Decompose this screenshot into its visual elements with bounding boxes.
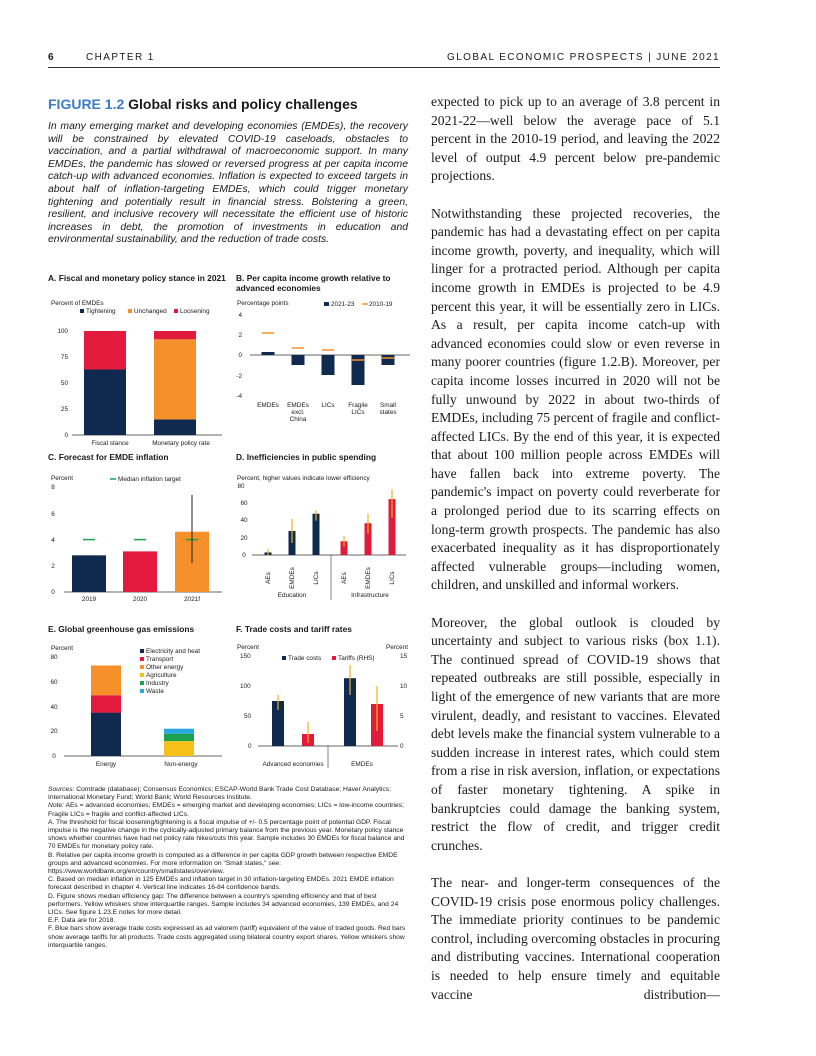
legend-e-swatch-4 bbox=[140, 681, 144, 685]
tick-c-2: 2 bbox=[51, 563, 55, 570]
chart-c-ylabel: Percent bbox=[51, 475, 74, 482]
tick-e-40: 40 bbox=[50, 704, 58, 711]
cat-d-0: AEs bbox=[265, 572, 272, 584]
legend-e-0: Electricity and heat bbox=[146, 648, 200, 655]
tick-d-40: 40 bbox=[240, 517, 248, 524]
paragraph-3: Moreover, the global outlook is clouded by uncertainty and subject to various risks (box 1.1). The continued spread of COVID-19 shows that repeated outbreaks are still possible, especially in light of the emergence of new variants that are more virulent, deadly, and resistant to vaccines. Elevated debt levels make the financial system vulnerable to a sudden increase in interest rates, which could stem from a rise in risk aversion, inflation, or expectations of faster monetary tightening. A spike in bankruptcies could damage the banking system, restrict the flow of credit, and trigger credit crunches. bbox=[431, 614, 720, 853]
tick-e-0: 0 bbox=[52, 753, 56, 760]
bar-c-1 bbox=[123, 551, 157, 592]
bar-e-1-4 bbox=[164, 734, 194, 741]
panel-f-title: F. Trade costs and tariff rates bbox=[236, 624, 352, 634]
figure-intro: In many emerging market and developing economies (EMDEs), the recovery will be constrained by elevated COVID-19 caseloads, obstacles to vaccination, and a partial withdrawal of macroeconomic support. In many EMDEs, the pandemic has slowed or reversed progress at per capita income catch-up with advanced economies. Inflation is expected to exceed targets in about half of inflation-targeting EMDEs, which could trigger monetary tightening and potentially result in financial stress. Bolstering a green, resilient, and inclusive recovery will necessitate the efficient use of historic increases in debt, the promotion of investments in education and environmental sustainability, and the reduction of trade costs. bbox=[48, 121, 408, 246]
figure-label: FIGURE 1.2 bbox=[48, 96, 125, 112]
legend-c-target: Median inflation target bbox=[118, 476, 181, 483]
legend-e-swatch-0 bbox=[140, 649, 144, 653]
running-header bbox=[48, 50, 720, 68]
tick-d-20: 20 bbox=[240, 535, 248, 542]
chart-a bbox=[48, 300, 226, 460]
cat-b-emdes-excl-3: China bbox=[289, 416, 307, 423]
cat-b-small-1: Small bbox=[380, 402, 396, 409]
group-f-emdes: EMDEs bbox=[351, 761, 373, 768]
legend-b-2010: 2010-19 bbox=[369, 301, 393, 308]
legend-a-loosening: Loosening bbox=[180, 308, 210, 315]
paragraph-1: expected to pick up to an average of 3.8 percent in 2021-22—well below the average pace of 5.1 percent in the 2010-19 period, and leaving the 2022 level of output 4.9 percent below pre-pandemic projections. bbox=[431, 94, 720, 184]
bar-a-0-2 bbox=[84, 331, 126, 369]
cat-b-lics: LICs bbox=[321, 402, 335, 409]
bar-e-1-3 bbox=[164, 741, 194, 756]
legend-a-loosening-swatch bbox=[174, 309, 178, 313]
tick-c-6: 6 bbox=[51, 511, 55, 518]
figure-title bbox=[48, 96, 408, 112]
paragraph-4: The near- and longer-term consequences of the COVID-19 crisis pose enormous policy challenges. The immediate priority continues to be pandemic control, including overcoming obstacles in procuring and distributing vaccines. International cooperation is needed to help ensure timely and equitable vaccine distribution— bbox=[431, 874, 720, 1002]
group-d-infrastructure: Infrastructure bbox=[351, 592, 389, 599]
legend-e-5: Waste bbox=[146, 688, 164, 695]
bar-a-1-2 bbox=[154, 331, 196, 339]
bar-b-1 bbox=[292, 355, 305, 365]
tick-f-150: 150 bbox=[240, 653, 251, 660]
panel-c-title: C. Forecast for EMDE inflation bbox=[48, 452, 169, 462]
panel-e bbox=[48, 624, 226, 768]
legend-a-tightening: Tightening bbox=[86, 308, 116, 315]
figure-block bbox=[48, 96, 408, 247]
bar-b-0 bbox=[262, 352, 275, 355]
cat-b-fragile-1: Fragile bbox=[348, 402, 368, 409]
legend-a-unchanged: Unchanged bbox=[134, 308, 167, 315]
note-ef: E.F. Data are for 2018. bbox=[48, 917, 116, 925]
tick-e-60: 60 bbox=[50, 679, 58, 686]
abbrev-note: Note: AEs = advanced economies; EMDEs = emerging market and developing economies; LICs = low-income countries; Fragile LICs = fragile and conflict-affected LICs. bbox=[48, 802, 404, 818]
tick-d-0: 0 bbox=[242, 552, 246, 559]
legend-a-unchanged-swatch bbox=[128, 309, 132, 313]
cat-a-monetary: Monetary policy rate bbox=[152, 440, 210, 447]
cat-c-2021f: 2021f bbox=[184, 596, 200, 603]
note-b: B. Relative per capita income growth is computed as a difference in per capita GDP growth between respective EMDE groups and advanced economies. For more information on "Small states," see: https://www.worldbank.org/en/country/smallstates/overview. bbox=[48, 851, 398, 876]
tick-e-80: 80 bbox=[50, 654, 58, 661]
tick-f-50: 50 bbox=[244, 713, 252, 720]
tick-f-r10: 10 bbox=[400, 683, 408, 690]
tick-b-0: 0 bbox=[238, 352, 242, 359]
chapter-label: CHAPTER 1 bbox=[86, 52, 155, 63]
cat-d-1: EMDEs bbox=[289, 567, 296, 589]
panel-a-title: A. Fiscal and monetary policy stance in 2021 bbox=[48, 273, 226, 283]
tick-a-25: 25 bbox=[60, 406, 68, 413]
paragraph-2: Notwithstanding these projected recoveries, the pandemic has had a devastating effect on per capita income growth, poverty, and inequality, which will linger for a protracted period. Although per capita income growth in EMDEs is projected to be 4.9 percent this year, it will be essentially zero in LICs. As a result, per capita income catch-up with advanced economies could slow or even reverse in many poorer countries (figure 1.2.B). Moreover, per capita income losses incurred in 2020 will not be fully unwound by 2022 in about two-thirds of EMDEs, including 75 percent of fragile and conflict-affected LICs. By the end of this year, it is expected that about 100 million people across EMDEs will have fallen back into extreme poverty. The pandemic's impact on poverty could reverberate for a prolonged period due to its scarring effects on long-term growth prospects. The pandemic has also exacerbated inequality as it has disproportionately affected vulnerable groups—including women, children, and unskilled and informal workers. bbox=[431, 205, 720, 593]
cat-d-3: AEs bbox=[341, 572, 348, 584]
tick-a-75: 75 bbox=[60, 354, 68, 361]
cat-c-2020: 2020 bbox=[132, 596, 148, 603]
legend-b-2021: 2021-23 bbox=[331, 301, 355, 308]
tick-c-4: 4 bbox=[51, 537, 55, 544]
figure-title-text: Global risks and policy challenges bbox=[128, 96, 358, 112]
bar-e-0-0 bbox=[91, 713, 121, 756]
tick-a-100: 100 bbox=[57, 328, 68, 335]
legend-f-trade-swatch bbox=[282, 656, 286, 660]
panel-f bbox=[236, 624, 414, 768]
cat-c-2019: 2019 bbox=[81, 596, 97, 603]
chart-f bbox=[236, 644, 414, 804]
tick-c-8: 8 bbox=[51, 484, 55, 491]
cat-b-small-2: states bbox=[379, 409, 397, 416]
publication-title: GLOBAL ECONOMIC PROSPECTS | JUNE 2021 bbox=[447, 52, 720, 63]
bar-e-0-1 bbox=[91, 695, 121, 712]
tick-f-r5: 5 bbox=[400, 713, 404, 720]
cat-d-5: LICs bbox=[389, 571, 396, 585]
panel-d-title: D. Inefficiencies in public spending bbox=[236, 452, 377, 462]
chart-b bbox=[236, 300, 414, 460]
legend-e-swatch-3 bbox=[140, 673, 144, 677]
cat-d-4: EMDEs bbox=[365, 567, 372, 589]
panel-b-title: B. Per capita income growth relative to advanced economies bbox=[236, 273, 391, 293]
legend-b-2021-swatch bbox=[324, 302, 329, 306]
tick-b-4: 4 bbox=[238, 312, 242, 319]
tick-a-0: 0 bbox=[64, 432, 68, 439]
panel-b bbox=[236, 273, 414, 423]
tick-a-50: 50 bbox=[60, 380, 68, 387]
cat-d-2: LICs bbox=[313, 571, 320, 585]
panel-d bbox=[236, 452, 414, 599]
group-f-advanced: Advanced economies bbox=[262, 761, 324, 768]
tick-b-m2: -2 bbox=[236, 373, 242, 380]
figure-notes bbox=[48, 786, 410, 950]
chart-a-ylabel: Percent of EMDEs bbox=[51, 300, 104, 307]
page-number: 6 bbox=[48, 52, 55, 63]
tick-f-r15: 15 bbox=[400, 653, 408, 660]
note-a: A. The threshold for fiscal loosening/tightening is a fiscal impulse of +/- 0.5 percentage point of potential GDP. Fiscal impulse is the negative change in the cyclically-adjusted primary balance from the previous year. Monetary policy stance shows whether countries have had net policy rate hikes/cuts this year. Sample includes 30 EMDEs for fiscal balance and 70 EMDEs for monetary policy rate. bbox=[48, 818, 405, 851]
tick-d-80: 80 bbox=[237, 483, 245, 490]
body-text bbox=[431, 93, 720, 1023]
chart-d bbox=[236, 474, 414, 634]
panel-a bbox=[48, 273, 226, 447]
tick-b-2: 2 bbox=[238, 332, 242, 339]
bar-a-0-0 bbox=[84, 369, 126, 435]
legend-f-trade: Trade costs bbox=[288, 655, 322, 662]
legend-e-1: Transport bbox=[146, 656, 174, 663]
legend-e-3: Agriculture bbox=[146, 672, 177, 679]
bar-a-1-0 bbox=[154, 419, 196, 435]
cat-b-emdes: EMDEs bbox=[257, 402, 279, 409]
legend-e-swatch-2 bbox=[140, 665, 144, 669]
bar-b-2 bbox=[322, 355, 335, 375]
chart-c bbox=[48, 474, 226, 634]
note-d: D. Figure shows median efficiency gap: The difference between a country's spending efficiency and that of best performers. Yellow whiskers show interquartile ranges. Sample includes 34 advanced economies, 139 EMDEs, and 24 LICs. See figure 1.23.E notes for more detail. bbox=[48, 892, 399, 917]
chart-e bbox=[48, 644, 226, 804]
panel-c bbox=[48, 452, 226, 603]
chart-d-ylabel: Percent, higher values indicate lower efficiency bbox=[237, 475, 370, 482]
tick-f-0: 0 bbox=[248, 743, 252, 750]
bar-b-4 bbox=[382, 355, 395, 365]
legend-e-swatch-5 bbox=[140, 689, 144, 693]
cat-a-fiscal: Fiscal stance bbox=[91, 440, 129, 447]
chart-e-ylabel: Percent bbox=[51, 645, 74, 652]
tick-d-60: 60 bbox=[240, 500, 248, 507]
cat-b-emdes-excl-2: excl. bbox=[291, 409, 305, 416]
note-f: F. Blue bars show average trade costs expressed as ad valorem (tariff) equivalent of the value of traded goods. Red bars show average tariffs for all products. Trade costs aggregated using bilateral country export shares. Yellow whiskers show interquartile ranges. bbox=[48, 925, 406, 949]
legend-a-tightening-swatch bbox=[80, 309, 84, 313]
tick-e-20: 20 bbox=[50, 728, 58, 735]
legend-e-4: Industry bbox=[146, 680, 169, 687]
chart-b-ylabel: Percentage points bbox=[237, 300, 289, 307]
cat-e-energy: Energy bbox=[95, 761, 117, 768]
cat-b-emdes-excl-1: EMDEs bbox=[287, 402, 309, 409]
chart-f-ylabel-right: Percent bbox=[385, 644, 408, 651]
tick-f-100: 100 bbox=[240, 683, 251, 690]
bar-e-1-5 bbox=[164, 729, 194, 734]
group-d-education: Education bbox=[277, 592, 307, 599]
chart-f-ylabel: Percent bbox=[237, 644, 260, 651]
legend-f-tariff-swatch bbox=[332, 656, 336, 660]
cat-e-nonenergy: Non-energy bbox=[164, 761, 198, 768]
tick-b-m4: -4 bbox=[236, 393, 242, 400]
legend-f-tariff: Tariffs (RHS) bbox=[338, 655, 375, 662]
tick-c-0: 0 bbox=[51, 589, 55, 596]
bar-c-0 bbox=[72, 555, 106, 592]
legend-e-2: Other energy bbox=[146, 664, 184, 671]
sources-note: Sources: Comtrade (database); Consensus Economics; ESCAP-World Bank Trade Cost Database; Haver Analytics; International Monetary Fund; World Bank; World Resources Institute. bbox=[48, 786, 391, 802]
legend-e-swatch-1 bbox=[140, 657, 144, 661]
tick-f-r0: 0 bbox=[400, 743, 404, 750]
cat-b-fragile-2: LICs bbox=[351, 409, 365, 416]
bar-a-1-1 bbox=[154, 339, 196, 419]
note-c: C. Based on median inflation in 125 EMDEs and inflation target in 30 inflation-targeting EMDEs. 2021 EMDE inflation forecast described in chapter 4. Vertical line indicates 16-84 confidence bands. bbox=[48, 876, 394, 892]
panel-e-title: E. Global greenhouse gas emissions bbox=[48, 624, 195, 634]
bar-e-0-2 bbox=[91, 665, 121, 695]
